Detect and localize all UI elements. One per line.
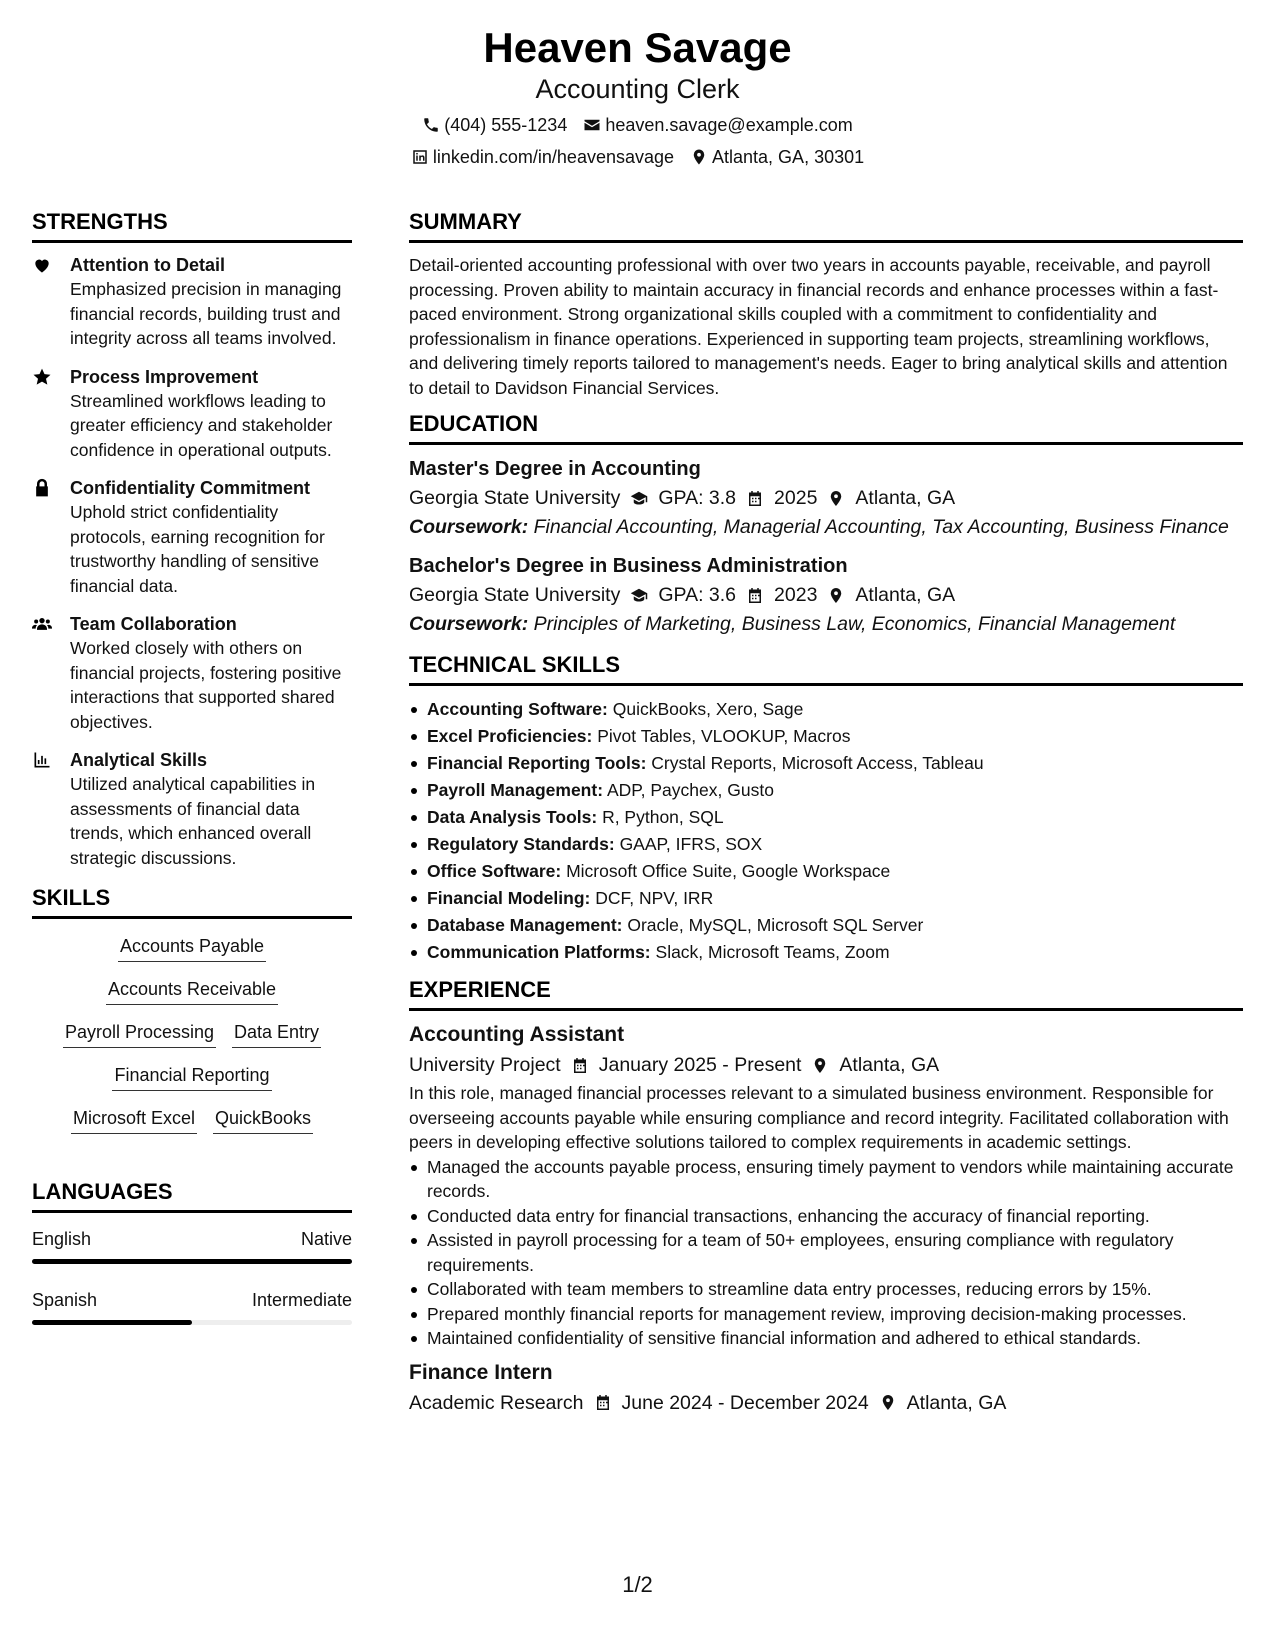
list-item: Maintained confidentiality of sensitive financial information and adhered to ethical standards. [409, 1326, 1243, 1351]
summary-text: Detail-oriented accounting professional with over two years in accounts payable, receivable, and payroll processing. Proven ability to maintain accuracy in financial records and enhance processes within a fast-paced environment. Strong organizational skills coupled with a commitment to confidentiality and professionalism in finance operations. Experienced in supporting team projects, streamlining workflows, and delivering timely reports tailored to management's needs. Eager to bring analytical skills and attention to detail to Davidson Financial Services. [409, 255, 1228, 398]
map-pin-icon [690, 148, 708, 166]
strengths-heading: STRENGTHS [32, 208, 352, 243]
summary-heading: SUMMARY [409, 208, 1243, 243]
phone-contact [422, 113, 567, 137]
strength-description: Utilized analytical capabilities in assessments of financial data trends, which enhanced overall strategic discussions. [70, 774, 316, 868]
map-pin-icon [879, 1394, 897, 1412]
list-item [409, 804, 1243, 831]
skill-tag: QuickBooks [213, 1105, 313, 1134]
contact-line-1 [0, 113, 1275, 137]
graduation-cap-icon [630, 489, 648, 507]
tech-skill-label: Financial Modeling: [427, 888, 591, 908]
experience-location: Atlanta, GA [839, 1054, 940, 1076]
map-pin-icon [827, 489, 845, 507]
experience-location: Atlanta, GA [906, 1391, 1007, 1414]
strength-description: Worked closely with others on financial projects, fostering positive interactions that supported shared objectives. [70, 638, 342, 732]
gpa-text: GPA: 3.8 [658, 487, 737, 509]
coursework [409, 515, 1243, 540]
language-proficiency-fill [32, 1259, 352, 1264]
language-row [32, 1288, 352, 1312]
experience-title: Finance Intern [409, 1360, 553, 1384]
gpa-text: GPA: 3.6 [658, 584, 737, 606]
education-heading: EDUCATION [409, 410, 1243, 445]
strength-item [32, 748, 352, 870]
list-item [409, 696, 1243, 723]
languages-heading: LANGUAGES [32, 1178, 352, 1213]
language-level: Native [300, 1229, 352, 1249]
experience-dates: January 2025 - Present [598, 1054, 802, 1076]
list-item: Collaborated with team members to streamline data entry processes, reducing errors by 15%. [409, 1277, 1243, 1302]
education-entry [409, 552, 1243, 637]
list-item [409, 750, 1243, 777]
technical-skills-list [409, 696, 1243, 966]
star-icon [32, 365, 56, 463]
skill-tag: Data Entry [232, 1019, 321, 1048]
tech-skill-value: Slack, Microsoft Teams, Zoom [655, 942, 890, 962]
coursework-label: Coursework: [409, 516, 529, 538]
tech-skill-value: R, Python, SQL [602, 807, 724, 827]
language-row [32, 1227, 352, 1251]
linkedin-contact[interactable] [411, 145, 674, 169]
chart-icon [32, 748, 56, 870]
experience-bullets [409, 1155, 1243, 1351]
calendar-icon [746, 489, 764, 507]
strengths-list [32, 253, 352, 870]
graduation-year: 2025 [774, 487, 818, 509]
list-item [409, 858, 1243, 885]
education-meta [409, 483, 1243, 513]
tech-skill-value: Microsoft Office Suite, Google Workspace [566, 861, 891, 881]
school-name: Georgia State University [409, 584, 621, 606]
experience-entry [409, 1359, 1243, 1419]
list-item [409, 723, 1243, 750]
location-text: Atlanta, GA, 30301 [712, 147, 865, 167]
list-item: Conducted data entry for financial transactions, enhancing the accuracy of financial reporting. [409, 1204, 1243, 1229]
experience-heading: EXPERIENCE [409, 976, 1243, 1011]
graduation-year: 2023 [774, 584, 818, 606]
languages-list [32, 1227, 352, 1325]
tech-skill-label: Regulatory Standards: [427, 834, 615, 854]
list-item: Prepared monthly financial reports for management review, improving decision-making processes. [409, 1302, 1243, 1327]
job-title: Accounting Clerk [535, 74, 740, 104]
school-name: Georgia State University [409, 487, 621, 509]
language-proficiency-bar [32, 1320, 352, 1325]
tech-skill-label: Data Analysis Tools: [427, 807, 598, 827]
envelope-icon [583, 116, 601, 134]
list-item [409, 885, 1243, 912]
strength-title: Process Improvement [70, 366, 259, 387]
tech-skill-value: ADP, Paychex, Gusto [606, 780, 774, 800]
strength-item [32, 612, 352, 734]
linkedin-icon [411, 148, 429, 166]
technical-skills-heading: TECHNICAL SKILLS [409, 651, 1243, 686]
calendar-icon [746, 586, 764, 604]
skill-tag: Accounts Receivable [106, 976, 278, 1005]
tech-skill-value: Crystal Reports, Microsoft Access, Tableau [651, 753, 984, 773]
strength-title: Attention to Detail [70, 255, 225, 275]
phone-text: (404) 555-1234 [444, 115, 568, 135]
candidate-name: Heaven Savage [483, 24, 792, 71]
skill-tag: Accounts Payable [118, 933, 266, 962]
experience-org: Academic Research [409, 1391, 584, 1414]
language-proficiency-fill [32, 1320, 192, 1325]
tech-skill-label: Communication Platforms: [427, 942, 651, 962]
coursework-text: Principles of Marketing, Business Law, Economics, Financial Management [533, 613, 1176, 635]
skills-list [32, 929, 352, 1134]
list-item [409, 831, 1243, 858]
experience-org: University Project [409, 1054, 561, 1076]
experience-meta [409, 1049, 1243, 1081]
strength-description: Uphold strict confidentiality protocols, earning recognition for trustworthy handling of sensitive financial data. [70, 502, 325, 596]
list-item: Managed the accounts payable process, ensuring timely payment to vendors while maintaining accurate records. [409, 1155, 1243, 1204]
left-column [32, 208, 352, 1349]
calendar-icon [594, 1394, 612, 1412]
tech-skill-value: Pivot Tables, VLOOKUP, Macros [597, 726, 851, 746]
language-level: Intermediate [251, 1290, 352, 1310]
degree-title: Bachelor's Degree in Business Administration [409, 555, 848, 577]
graduation-cap-icon [630, 586, 648, 604]
right-column [409, 208, 1243, 1419]
education-entry [409, 455, 1243, 540]
page-number: 1/2 [622, 1572, 653, 1597]
skills-heading: SKILLS [32, 884, 352, 919]
strength-item [32, 476, 352, 598]
email-text[interactable]: heaven.savage@example.com [605, 115, 853, 135]
users-icon [32, 612, 56, 734]
tech-skill-label: Office Software: [427, 861, 562, 881]
strength-title: Team Collaboration [70, 614, 237, 634]
coursework-text: Financial Accounting, Managerial Accounting, Tax Accounting, Business Finance [533, 516, 1229, 538]
strength-description: Streamlined workflows leading to greater efficiency and stakeholder confidence in operational outputs. [70, 390, 333, 460]
strength-description: Emphasized precision in managing financial records, building trust and integrity across all teams involved. [70, 279, 342, 348]
experience-entry [409, 1021, 1243, 1351]
language-proficiency-bar [32, 1259, 352, 1264]
strength-item [32, 253, 352, 351]
contact-line-2 [0, 145, 1275, 169]
list-item [409, 939, 1243, 966]
experience-meta [409, 1387, 1243, 1419]
tech-skill-value: Oracle, MySQL, Microsoft SQL Server [627, 915, 924, 935]
email-contact[interactable] [583, 113, 852, 137]
map-pin-icon [827, 586, 845, 604]
experience-dates: June 2024 - December 2024 [621, 1391, 869, 1414]
skill-tag: Payroll Processing [63, 1019, 216, 1048]
list-item [409, 777, 1243, 804]
experience-title: Accounting Assistant [409, 1023, 625, 1046]
map-pin-icon [811, 1056, 829, 1074]
tech-skill-label: Excel Proficiencies: [427, 726, 593, 746]
list-item: Assisted in payroll processing for a team of 50+ employees, ensuring compliance with regulatory requirements. [409, 1228, 1243, 1277]
phone-icon [422, 116, 440, 134]
education-location: Atlanta, GA [855, 487, 956, 509]
strength-title: Analytical Skills [70, 750, 208, 770]
tech-skill-value: QuickBooks, Xero, Sage [612, 699, 804, 719]
education-location: Atlanta, GA [855, 584, 956, 606]
skill-tag: Microsoft Excel [71, 1105, 197, 1134]
strength-title: Confidentiality Commitment [70, 478, 311, 498]
coursework [409, 612, 1243, 637]
language-name: Spanish [32, 1290, 98, 1310]
heart-icon [32, 253, 56, 351]
linkedin-text[interactable]: linkedin.com/in/heavensavage [432, 147, 675, 167]
calendar-icon [571, 1056, 589, 1074]
language-name: English [32, 1229, 92, 1249]
education-meta [409, 580, 1243, 610]
list-item [409, 912, 1243, 939]
tech-skill-value: DCF, NPV, IRR [595, 888, 714, 908]
tech-skill-label: Financial Reporting Tools: [427, 753, 647, 773]
skill-tag: Financial Reporting [112, 1062, 271, 1091]
tech-skill-label: Database Management: [427, 915, 623, 935]
experience-description: In this role, managed financial processes relevant to a simulated business environment. Responsible for overseeing accounts payable while ensuring compliance and record integrity. Facilitated collaboration with peers in developing effective solutions tailored to complex requirements in academic settings. [409, 1083, 1229, 1152]
tech-skill-value: GAAP, IFRS, SOX [619, 834, 763, 854]
location-contact [690, 145, 864, 169]
lock-icon [32, 476, 56, 598]
tech-skill-label: Payroll Management: [427, 780, 604, 800]
strength-item [32, 365, 352, 463]
degree-title: Master's Degree in Accounting [409, 458, 701, 480]
coursework-label: Coursework: [409, 613, 529, 635]
tech-skill-label: Accounting Software: [427, 699, 608, 719]
